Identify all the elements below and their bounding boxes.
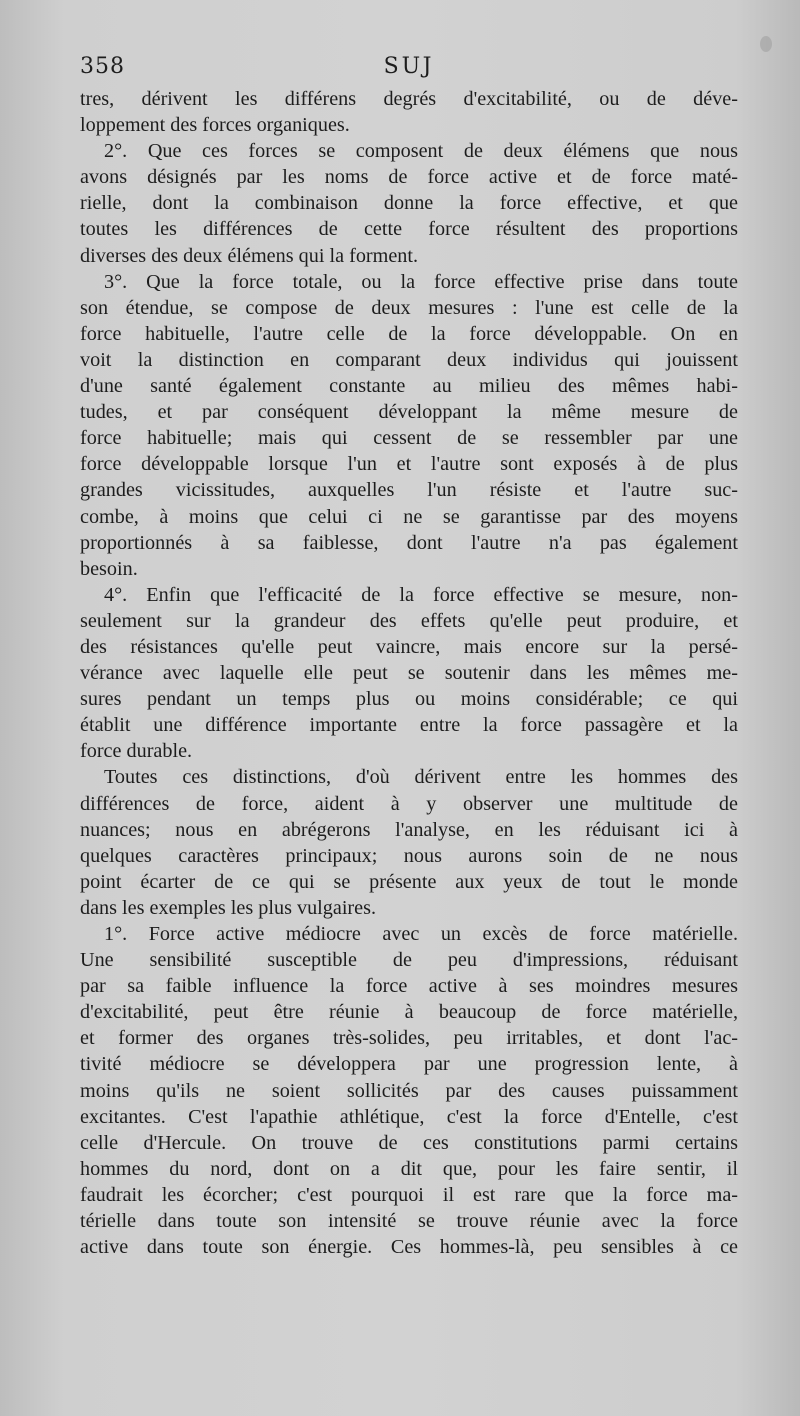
text-line: et former des organes très-solides, peu irritables, et dont l'ac- bbox=[80, 1027, 738, 1050]
text-line: nuances; nous en abrégerons l'analyse, en les réduisant ici à bbox=[80, 818, 738, 841]
text-line: 2°. Que ces forces se composent de deux élémens que nous bbox=[104, 140, 738, 163]
text-line: active dans toute son énergie. Ces hommes-là, peu sensibles à ce bbox=[80, 1236, 738, 1259]
text-line: différences de force, aident à y observer une multitude de bbox=[80, 792, 738, 815]
text-line: proportionnés à sa faiblesse, dont l'autre n'a pas également bbox=[80, 531, 738, 554]
text-line: seulement sur la grandeur des effets qu'elle peut produire, et bbox=[80, 609, 738, 632]
text-line: voit la distinction en comparant deux individus qui jouissent bbox=[80, 348, 738, 371]
text-line: des résistances qu'elle peut vaincre, mais encore sur la persé- bbox=[80, 635, 738, 658]
text-line: force développable lorsque l'un et l'autre sont exposés à de plus bbox=[80, 453, 738, 476]
text-line: son étendue, se compose de deux mesures : l'une est celle de la bbox=[80, 296, 738, 319]
body-text bbox=[80, 86, 738, 1260]
text-line: tudes, et par conséquent développant la même mesure de bbox=[80, 401, 738, 424]
text-line: quelques caractères principaux; nous aurons soin de ne nous bbox=[80, 844, 738, 867]
text-line: excitantes. C'est l'apathie athlétique, c'est la force d'Entelle, c'est bbox=[80, 1105, 738, 1128]
text-line: besoin. bbox=[80, 557, 138, 580]
text-line: d'une santé également constante au milieu des mêmes habi- bbox=[80, 375, 738, 398]
text-line: tivité médiocre se développera par une progression lente, à bbox=[80, 1053, 738, 1076]
text-line: térielle dans toute son intensité se trouve réunie avec la force bbox=[80, 1210, 738, 1233]
text-line: force habituelle; mais qui cessent de se ressembler par une bbox=[80, 427, 738, 450]
text-line: tres, dérivent les différens degrés d'excitabilité, ou de déve- bbox=[80, 88, 738, 110]
page-number: 358 bbox=[80, 54, 125, 79]
text-line: celle d'Hercule. On trouve de ces constitutions parmi certains bbox=[80, 1131, 738, 1154]
paper-stain bbox=[760, 36, 772, 52]
text-line: 1°. Force active médiocre avec un excès de force matérielle. bbox=[104, 923, 738, 945]
text-line: établit une différence importante entre la force passagère et la bbox=[80, 714, 738, 737]
text-line: vérance avec laquelle elle peut se soutenir dans les mêmes me- bbox=[80, 662, 738, 685]
text-line: par sa faible influence la force active à ses moindres mesures bbox=[80, 975, 738, 998]
text-line: hommes du nord, dont on a dit que, pour les faire sentir, il bbox=[80, 1157, 738, 1180]
text-line: diverses des deux élémens qui la forment. bbox=[80, 244, 419, 267]
text-line: force habituelle, l'autre celle de la force développable. On en bbox=[80, 322, 738, 345]
running-head bbox=[80, 48, 738, 88]
text-line: Une sensibilité susceptible de peu d'impressions, réduisant bbox=[80, 949, 738, 972]
text-line: point écarter de ce qui se présente aux yeux de tout le monde bbox=[80, 870, 738, 893]
text-line: d'excitabilité, peut être réunie à beaucoup de force matérielle, bbox=[80, 1001, 738, 1024]
text-line: avons désignés par les noms de force active et de force maté- bbox=[80, 166, 738, 189]
text-line: loppement des forces organiques. bbox=[80, 114, 350, 137]
text-line: toutes les différences de cette force résultent des proportions bbox=[80, 218, 738, 241]
text-line: faudrait les écorcher; c'est pourquoi il est rare que la force ma- bbox=[80, 1183, 738, 1206]
text-line: 3°. Que la force totale, ou la force effective prise dans toute bbox=[104, 270, 738, 293]
text-line: combe, à moins que celui ci ne se garantisse par des moyens bbox=[80, 505, 738, 528]
running-head-word: SUJ bbox=[383, 54, 435, 79]
text-line: Toutes ces distinctions, d'où dérivent entre les hommes des bbox=[104, 766, 738, 789]
text-line: rielle, dont la combinaison donne la force effective, et que bbox=[80, 192, 738, 215]
text-line: sures pendant un temps plus ou moins considérable; ce qui bbox=[80, 688, 738, 711]
text-line: 4°. Enfin que l'efficacité de la force effective se mesure, non- bbox=[104, 583, 738, 606]
text-line: dans les exemples les plus vulgaires. bbox=[80, 896, 377, 919]
text-line: force durable. bbox=[80, 740, 193, 763]
text-line: moins qu'ils ne soient sollicités par des causes puissamment bbox=[80, 1079, 738, 1102]
text-line: grandes vicissitudes, auxquelles l'un résiste et l'autre suc- bbox=[80, 479, 738, 502]
